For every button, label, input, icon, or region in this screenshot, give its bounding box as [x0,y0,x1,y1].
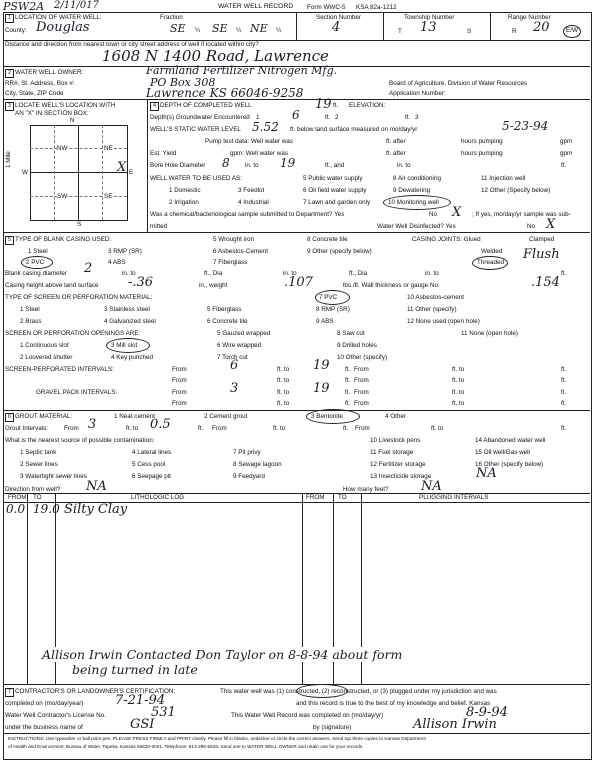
distance-value: 1608 N 1400 Road, Lawrence [102,47,329,65]
pump-after-1: ft. after [386,138,406,145]
range-value: 20 [533,20,550,35]
distance-label: Distance and direction from nearest town or city street address of well if located within city? [5,41,259,48]
certification-text-2: and this record is true to the best of my knowledge and belief. Kansas [296,700,491,707]
spi-from-label-4: From [354,377,369,384]
quadrant-sw: SW [57,193,68,200]
casing-1: 1 Steel [28,248,48,255]
screen-5: 5 Fiberglass [207,306,242,313]
plug-to-header: TO [338,494,347,501]
divider [3,733,590,734]
grout-to-label: ft. to [126,425,139,432]
screen-3: 3 Stainless steel [104,306,150,313]
casing-in-to-3: in. to [425,270,439,277]
address-value: PO Box 308 [150,76,216,89]
section-7-number: 7 [5,688,14,697]
license-label: Water Well Contractor's License No. [5,712,106,719]
gravel-intervals-label: GRAVEL PACK INTERVALS: [36,389,118,396]
groundwater-3-number: 3 [415,114,419,121]
contam-15: 15 Oil well/Gas well [475,449,530,456]
gpi-from-label-3: From [172,400,187,407]
clamped-label: Clamped [529,236,555,243]
bore-ft: ft. [561,162,567,169]
constructed-circle [296,684,348,698]
gpi-from-label-2: From [354,389,369,396]
fraction-q1: SE [170,22,186,35]
grout-1: 1 Neat cement [114,413,155,420]
disinfected-no-mark: X [546,217,556,232]
contam-10: 10 Livestock pens [370,437,421,444]
divider [147,99,148,232]
board-label: Board of Agriculture, Division of Water Resources [389,80,528,87]
mile-label: 1 Mile [5,151,12,168]
how-many-feet-value: NA [421,479,442,494]
section-box [30,125,128,221]
range-r: R [512,28,517,35]
county-value: Douglas [36,20,90,35]
owner-value: Farmland Fertilizer Nitrogen Mfg. [146,64,338,77]
grout-intervals-label: Grout Intervals: [5,425,49,432]
plugging-intervals-header: PLUGGING INTERVALS [419,494,489,501]
completed-on-label: completed on (mo/day/year) [5,700,84,707]
grout-material-label: GROUT MATERIAL: [15,413,73,420]
quadrant-nw: NW [57,145,68,152]
range-ew: E/W [566,27,578,34]
pump-hours-2: hours pumping [461,150,503,157]
divider [3,684,590,685]
spi-ft-1: ft. [345,366,351,373]
bore-label: Bore Hole Diameter [150,162,206,169]
groundwater-ft-2: ft. [405,114,411,121]
spi-to-label-3: ft. to [277,377,290,384]
welded-label: Welded [481,248,503,255]
section-box-horizontal [30,172,127,173]
instructions-line-1: INSTRUCTIONS: Use typewriter or ball point pen. PLEASE PRESS FIRMLY and PRINT clearly. Please fill in blanks, underline or circle the correct answers. Send top three copies to Kansas Department [8,736,426,741]
township-s: S [467,28,472,35]
contam-1: 1 Septic tank [20,449,57,456]
fraction-q2: SE [212,22,228,35]
pump-hours-1: hours pumping [461,138,503,145]
casing-4: 4 ABS [108,259,126,266]
gpi-ft-4: ft. [561,400,567,407]
casing-label: TYPE OF BLANK CASING USED: [15,236,112,243]
screen-8: 8 RMP (SR) [316,306,350,313]
log-from-header: FROM [8,494,27,501]
chem-tail: ; If yes, mo/day/yr sample was sub- [472,211,571,218]
log-row-from: 0.0 [6,502,26,516]
certification-label: CONTRACTOR'S OR LANDOWNER'S CERTIFICATION: [15,688,176,695]
screen-1: 1 Steel [20,306,40,313]
casing-ft-dia-2: ft., Dia [349,270,368,277]
quadrant-ne: NE [104,145,113,152]
elevation-label: ELEVATION: [349,102,386,109]
screen-intervals-label: SCREEN-PERFORATED INTERVALS: [5,366,114,373]
grout-from-value: 3 [88,417,97,432]
gpi-to-label-4: ft. to [452,400,465,407]
log-row-description: Silty Clay [64,502,128,517]
opening-2: 2 Louvered shutter [20,354,73,361]
form-number: Form WWC-5 [307,4,346,11]
business-name-value: GSI [130,717,155,732]
contam-13: 13 Insecticide storage [370,473,432,480]
business-name-label: under the business name of [5,724,83,731]
disinfected-no: No [527,223,536,230]
section-6-number: 6 [5,413,14,422]
gpi-to-label-2: ft. to [452,389,465,396]
chem-no-mark: X [452,205,462,220]
spi-from-label-2: From [354,366,369,373]
screen-6: 6 Concrete tile [207,318,248,325]
record-date-value: 8-9-94 [466,705,508,720]
opening-7: 7 Torch cut [217,354,248,361]
groundwater-label: Depth(s) Groundwater Encountered [150,114,250,121]
use-label: WELL WATER TO BE USED AS: [150,175,242,182]
screen-11: 11 Other (specify) [407,306,457,313]
est-yield-label: Est. Yield [150,150,177,157]
casing-height-value: -.36 [128,275,154,290]
casing-diameter-value: 2 [84,261,93,276]
fraction-label: Fraction [160,14,183,21]
compass-e: E [129,169,134,176]
spi-to-label: ft. to [277,366,290,373]
compass-s: S [77,221,82,228]
casing-8: 8 Concrete tile [307,236,348,243]
application-label: Application Number: [389,90,446,97]
pump-gpm-2: gpm [560,150,573,157]
use-8: 8 Air conditioning [393,175,441,182]
form-title: WATER WELL RECORD [218,3,294,10]
screen-7: 7 PVC [319,294,338,301]
county-label: County: [5,27,27,34]
section-3-number: 3 [5,102,14,111]
grout-ft-2: ft. [343,425,349,432]
grout-to-label-2: ft. to [273,425,286,432]
pump-test-label: Pump test data: Well water was [205,138,294,145]
spi-ft-2: ft. [561,366,567,373]
spi-from-value: 6 [230,358,239,373]
certification-text-1: This water well was (1) constructed, (2) reconstructed, or (3) plugged under my jurisdiction and was [220,688,497,695]
est-yield-mid: gpm: Well water was [230,150,288,157]
spi-to-label-2: ft. to [452,366,465,373]
casing-in-to: in. to [122,270,136,277]
casing-3: 3 RMP (SR) [108,248,142,255]
township-label: Township Number [404,14,455,21]
screen-2: 2 Brass [20,318,42,325]
township-t: T [398,28,402,35]
bore-value: 8 [222,156,230,170]
contam-4: 4 Lateral lines [132,449,172,456]
gpi-from-value: 3 [230,381,239,396]
contam-3: 3 Watertight sewer lines [20,473,87,480]
use-5: 5 Public water supply [303,175,363,182]
section-5-number: 5 [5,236,14,245]
casing-7: 7 Fiberglass [213,259,248,266]
use-6: 6 Oil field water supply [303,187,367,194]
disinfected-label: Water Well Disinfected? Yes [377,223,456,230]
ksa-reference: KSA 82a-1212 [356,4,397,11]
depth-ft: ft. [333,102,339,109]
divider [490,13,491,40]
contam-7: 7 Pit privy [233,449,261,456]
spi-to-value: 19 [313,358,330,373]
divider [296,13,297,40]
opening-6: 6 Wire wrapped [217,342,262,349]
static-level-tail: ft. below land surface measured on mo/day/yr [290,126,418,133]
screen-9: 9 ABS [316,318,334,325]
city-label: City, State, ZIP Code [5,90,64,97]
grout-ft: ft. [198,425,204,432]
direction-label: Direction from well? [5,486,61,493]
threaded-label: Threaded [477,259,504,266]
contam-8: 8 Sewage lagoon [233,461,282,468]
grout-2: 2 Cement grout [204,413,248,420]
groundwater-depth: 6 [292,108,300,122]
contamination-label: What is the nearest source of possible contamination: [5,437,155,444]
instructions-line-2: of Health and Environment, Bureau of Water, Topeka, Kansas 66620-0001. Telephone: 913-296-5545. Send one to WATER WELL OWNER and retain one for your records. [8,744,364,749]
contam-14: 14 Abandoned water well [475,437,546,444]
grout-to-value: 0.5 [150,417,171,432]
contam-16: 16 Other (specify below) [475,461,544,468]
completed-on-value: 7-21-94 [115,693,166,708]
license-value: 531 [151,705,176,720]
fraction-q3: NE [250,22,268,35]
casing-joints-label: CASING JOINTS: Glued [412,236,481,243]
depth-label: DEPTH OF COMPLETED WELL [160,102,252,109]
casing-9: 9 Other (specify below) [307,248,372,255]
spi-to-label-4: ft. to [452,377,465,384]
casing-5: 5 Wrought iron [213,236,255,243]
divider [102,125,103,220]
divider [3,410,590,411]
handwritten-date: 2/11/017 [54,0,99,11]
bore-and: ft., and [325,162,345,169]
use-2: 2 Irrigation [169,199,199,206]
use-9: 9 Dewatering [393,187,431,194]
divider [3,232,590,233]
screen-12: 12 None used (open hole) [407,318,480,325]
grout-3: 3 Bentonite [311,413,343,420]
owner-label: WATER WELL OWNER: [15,69,84,76]
section-1-number: 1 [5,14,14,23]
chem-label: Was a chemical/bacteriological sample submitted to Department? Yes [150,211,345,218]
use-10: 10 Monitoring well [388,199,439,206]
use-12: 12 Other (Specify below) [481,187,551,194]
gpi-from-label-4: From [354,400,369,407]
gpi-to-label-3: ft. to [277,400,290,407]
opening-10: 10 Other (specify) [337,354,388,361]
section-4-number: 4 [150,102,159,111]
casing-ft-end: ft. [561,270,567,277]
city-value: Lawrence KS 66046-9258 [146,86,304,100]
gpi-ft-2: ft. [561,389,567,396]
casing-diameter-label: Blank casing diameter [5,270,67,277]
depth-value: 19 [315,97,332,112]
opening-3: 3 Mill slot [111,342,138,349]
grout-from-label-3: From [355,425,370,432]
gpi-ft-3: ft. [345,400,351,407]
bore-in-to: in. to [245,162,259,169]
grout-from-label-2: From [212,425,227,432]
quarter-mark-3: ¼ [276,27,282,34]
gpi-to-value: 19 [313,381,330,396]
use-11: 11 Injection well [481,175,526,182]
flush-value: Flush [523,247,560,262]
log-note-line-1: Allison Irwin Contacted Don Taylor on 8-8-94 about form [42,647,403,662]
casing-weight-value: .107 [284,275,313,290]
spi-from-label: From [172,366,187,373]
divider [30,196,127,197]
grout-4: 4 Other [385,413,406,420]
how-many-feet-label: How many feet? [343,486,389,493]
grout-from-label: From [64,425,79,432]
gpi-from-label: From [172,389,187,396]
casing-weight-tail: lbs./ft. Wall thickness or gauge No. [343,282,440,289]
range-label: Range Number [508,14,551,21]
opening-5: 5 Gauzed wrapped [217,330,271,337]
log-note-line-2: being turned in late [72,662,198,677]
contam-12: 12 Fertilizer storage [370,461,426,468]
chem-mitted: mitted [150,223,168,230]
gpi-to-label: ft. to [277,389,290,396]
signature-value: Allison Irwin [413,717,497,732]
opening-11: 11 None (open hole) [461,330,518,337]
screen-4: 4 Galvanized steel [104,318,156,325]
spi-ft-3: ft. [345,377,351,384]
log-to-header: TO [33,494,42,501]
casing-height-mid: in., weight [199,282,228,289]
divider [27,493,28,684]
contam-other-value: NA [476,466,497,481]
groundwater-2-number: 2 [335,114,339,121]
contam-11: 11 Fuel storage [370,449,414,456]
compass-n: N [70,117,75,124]
opening-9: 9 Drilled holes [337,342,377,349]
bore-in-to-2: in. to [397,162,411,169]
groundwater-ft-1: ft. [325,114,331,121]
quarter-mark-1: ¼ [195,27,201,34]
contam-2: 2 Sewer lines [20,461,58,468]
locate-label-2: AN "X" IN SECTION BOX: [15,110,89,117]
township-value: 13 [420,20,437,35]
pump-gpm-1: gpm [560,138,573,145]
opening-8: 8 Saw cut [337,330,365,337]
lithologic-log-header: LITHOLOGIC LOG [131,494,185,501]
section-value: 4 [332,20,341,35]
quadrant-se: SE [104,193,113,200]
location-label: LOCATION OF WATER WELL: [15,14,102,21]
grout-ft-3: ft. [561,425,567,432]
use-7: 7 Lawn and garden only [303,199,371,206]
casing-2: 2 PVC [26,259,45,266]
handwritten-id: PSW2A [3,0,45,13]
chem-no: No [429,211,438,218]
divider [383,13,384,40]
openings-label: SCREEN OR PERFORATION OPENINGS ARE: [5,330,141,337]
address-label: RR#, St. Address, Box #: [5,80,75,87]
contam-9: 9 Feedyard [233,473,265,480]
casing-ft-dia-1: ft., Dia [204,270,223,277]
divider [3,99,590,100]
casing-gauge-value: .154 [531,275,560,290]
well-location-x: X [117,160,127,175]
contam-6: 6 Seepage pit [132,473,171,480]
certification-text-3: This Water Well Record was completed on (mo/day/yr) [231,712,384,719]
pump-after-2: ft. after [386,150,406,157]
spi-from-label-3: From [172,377,187,384]
gpi-ft-1: ft. [345,389,351,396]
grout-to-label-3: ft. to [431,425,444,432]
casing-6: 6 Asbestos-Cement [213,248,268,255]
static-level-label: WELL'S STATIC WATER LEVEL [150,126,241,133]
locate-label-1: LOCATE WELL'S LOCATION WITH [15,102,116,109]
casing-height-label: Casing height above land surface [5,282,99,289]
screen-material-label: TYPE OF SCREEN OR PERFORATION MATERIAL: [5,294,153,301]
opening-1: 1 Continuous slot [20,342,69,349]
spi-ft-4: ft. [561,377,567,384]
bore-depth: 19 [280,156,296,170]
direction-value: NA [86,479,107,494]
compass-w: W [22,169,28,176]
log-row-to: 19.0 [33,502,60,516]
divider [54,125,55,220]
use-3: 3 Feedlot [238,187,265,194]
static-level-date: 5-23-94 [502,119,549,133]
casing-in-to-2: in. to [283,270,297,277]
use-1: 1 Domestic [169,187,201,194]
signature-label: by (signature) [313,724,352,731]
plug-from-header: FROM [306,494,325,501]
opening-4: 4 Key punched [111,354,154,361]
screen-10: 10 Asbestos-cement [407,294,465,301]
section-2-number: 2 [5,69,14,78]
use-4: 4 Industrial [238,199,269,206]
static-level-value: 5.52 [252,120,279,134]
groundwater-1-number: 1 [256,114,260,121]
section-number-label: Section Number [316,14,362,21]
divider [3,493,590,494]
contam-5: 5 Cess pool [132,461,166,468]
quarter-mark-2: ¼ [236,27,242,34]
